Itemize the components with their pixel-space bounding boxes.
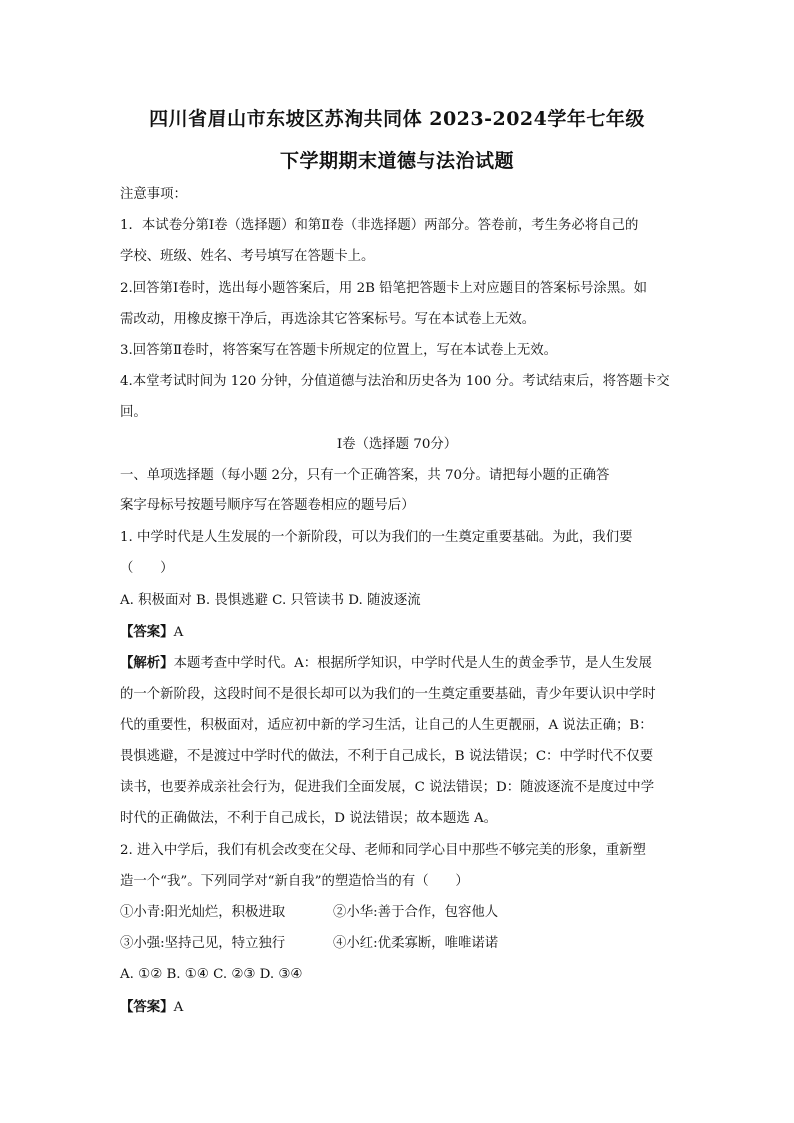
answer-value: A	[173, 1000, 184, 1015]
analysis-label: 【解析】	[120, 655, 174, 671]
q2-item: ③小强:坚持己见，特立独行	[120, 936, 286, 951]
q2-item: ④小红:优柔寡断，唯唯诺诺	[333, 936, 499, 951]
q1-answer	[120, 623, 183, 642]
notes-line: 4.本堂考试时间为 120 分钟，分值道德与法治和历史各为 100 分。考试结束后，将答题卡交	[120, 374, 670, 389]
q2-stem: 2. 进入中学后，我们有机会改变在父母、老师和同学心目中那些不够完美的形象，重新塑	[120, 843, 646, 858]
q1-analysis-line	[120, 654, 652, 673]
q1-stem: 1. 中学时代是人生发展的一个新阶段，可以为我们的一生奠定重要基础。为此，我们要	[120, 530, 633, 545]
notes-line: 学校、班级、姓名、考号填写在答题卡上。	[120, 249, 375, 264]
q2-items-row1	[120, 904, 499, 922]
q2-item: ①小青:阳光灿烂，积极进取	[120, 905, 286, 920]
notes-heading: 注意事项：	[120, 187, 187, 202]
q1-analysis-line: 代的重要性，积极面对，适应初中新的学习生活，让自己的人生更靓丽，A 说法正确；B：	[120, 718, 653, 733]
q2-stem: 造一个“我”。下列同学对“新自我”的塑造恰当的有（ ）	[120, 874, 469, 889]
q1-analysis-text: 【解析】本题考查中学时代。A：根据所学知识，中学时代是人生的黄金季节，是人生发展	[120, 655, 652, 671]
section-intro: 一、单项选择题（每小题 2分，只有一个正确答案，共 70分。请把每小题的正确答	[120, 468, 610, 483]
q1-analysis-line: 读书，也要养成亲社会行为，促进我们全面发展，C 说法错误；D：随波逐流不是度过中学	[120, 780, 655, 795]
notes-line: 2.回答第Ⅰ卷时，选出每小题答案后，用 2B 铅笔把答题卡上对应题目的答案标号涂黑。如	[120, 281, 647, 296]
notes-line: 需改动，用橡皮擦干净后，再选涂其它答案标号。写在本试卷上无效。	[120, 312, 536, 327]
answer-value: A	[173, 625, 184, 640]
doc-title-line1: 四川省眉山市东坡区苏洵共同体 2023-2024学年七年级	[149, 108, 645, 130]
q1-analysis-line: 的一个新阶段，这段时间不是很长却可以为我们的一生奠定重要基础，青少年要认识中学时	[120, 687, 656, 702]
section-heading: Ⅰ卷（选择题 70分）	[336, 437, 458, 452]
notes-line: 回。	[120, 405, 147, 420]
q1-analysis-line: 畏惧逃避，不是渡过中学时代的做法，不利于自己成长，B 说法错误；C：中学时代不仅要	[120, 749, 654, 764]
q2-items-row2	[120, 935, 499, 953]
doc-title-line2: 下学期期末道德与法治试题	[279, 150, 514, 172]
answer-label: 【答案】	[120, 999, 174, 1015]
notes-line: 3.回答第Ⅱ卷时，将答案写在答题卡所规定的位置上，写在本试卷上无效。	[120, 343, 557, 358]
q2-answer	[120, 998, 183, 1017]
q1-analysis-line: 时代的正确做法，不利于自己成长，D 说法错误；故本题选 A。	[120, 811, 498, 826]
answer-label: 【答案】	[120, 624, 174, 640]
section-intro: 案字母标号按题号顺序写在答题卷相应的题号后）	[120, 498, 415, 513]
notes-line: 1．本试卷分第Ⅰ卷（选择题）和第Ⅱ卷（非选择题）两部分。答卷前，考生务必将自己的	[120, 218, 639, 233]
q2-item: ②小华:善于合作，包容他人	[333, 905, 499, 920]
q1-options: A. 积极面对 B. 畏惧逃避 C. 只管读书 D. 随波逐流	[120, 593, 421, 608]
q2-options: A. ①② B. ①④ C. ②③ D. ③④	[120, 967, 303, 982]
q1-stem-bracket: （ ）	[120, 561, 174, 576]
